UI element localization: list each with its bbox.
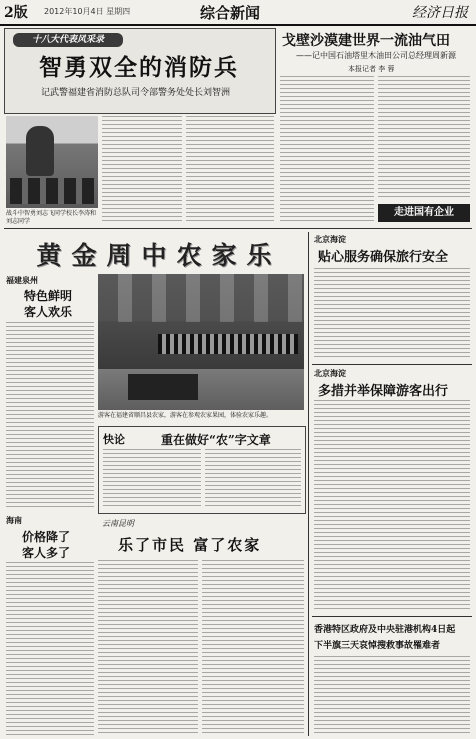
article-body [205,449,301,509]
article-body [314,656,470,736]
headline: 贴心服务确保旅行安全 [318,250,449,265]
headline: 智勇双全的消防兵 [39,54,239,81]
subheadline: ——记中国石油塔里木油田公司总经理周新源 [296,51,456,60]
subheadline: 记武警福建省消防总队司令部警务处处长刘智洲 [41,88,231,98]
headline: 下半旗三天哀悼搜救事故罹难者 [314,641,441,651]
commentary-headline: 重在做好“农”字文章 [161,433,271,447]
section-title: 综合新闻 [200,4,261,22]
headline: 戈壁沙漠建世界一流油气田 [282,33,450,49]
sub-headline: 价格降了 [22,530,71,544]
page-header [0,0,476,26]
article-body [102,116,182,222]
divider [312,364,472,365]
photo-person [26,126,54,176]
column-divider [308,232,309,736]
divider [312,616,472,617]
banner-headline: 黄金周中农家乐 [36,241,282,270]
article-body [378,76,470,200]
headline: 香港特区政府及中央驻港机构4日起 [314,625,456,635]
photo-boat [128,374,198,400]
commentary-box [98,426,306,514]
sub-headline: 客人欢乐 [24,305,73,319]
sub-headline: 特色鲜明 [24,289,73,303]
story-tag: 十八大代表风采录 [13,33,123,47]
photo-children [10,178,94,204]
photo-crowd [158,334,298,354]
story-firefighter [4,28,276,114]
article-body [103,449,201,509]
article-body [6,322,94,510]
divider [4,228,472,229]
newspaper-logo: 经济日报 [412,5,468,21]
section-label: 海南 [6,516,22,525]
article-body [186,116,274,222]
article-body [202,560,304,736]
story-oilfield [278,28,472,226]
farm-photo [98,274,304,410]
article-body [280,76,374,222]
firefighter-photo [6,116,98,208]
photo-trees [98,274,304,322]
commentary-tag: 快论 [103,433,125,446]
article-body [98,560,198,736]
photo-caption: 游客在福建省顺昌县农家，游客在参观农家果园，体验农家乐趣。 [98,412,273,419]
section-label: 北京海淀 [314,235,346,244]
article-body [6,562,94,736]
article-body [314,400,470,612]
sub-headline: 乐了市民 富了农家 [118,536,262,554]
sub-headline: 客人多了 [22,546,71,560]
section-label: 云南昆明 [102,519,134,528]
section-label: 福建泉州 [6,276,38,285]
article-body [314,268,470,360]
page-number: 2版 [4,5,28,21]
section-label: 北京海淀 [314,369,346,378]
photo-caption: 战斗中智勇刘志飞同学校长李涛和刘志同学 [6,210,97,225]
section-banner: 走进国有企业 [378,204,470,222]
headline: 多措并举保障游客出行 [318,384,449,399]
issue-date: 2012年10月4日 星期四 [44,7,131,16]
byline: 本报记者 李 蓉 [348,65,395,73]
